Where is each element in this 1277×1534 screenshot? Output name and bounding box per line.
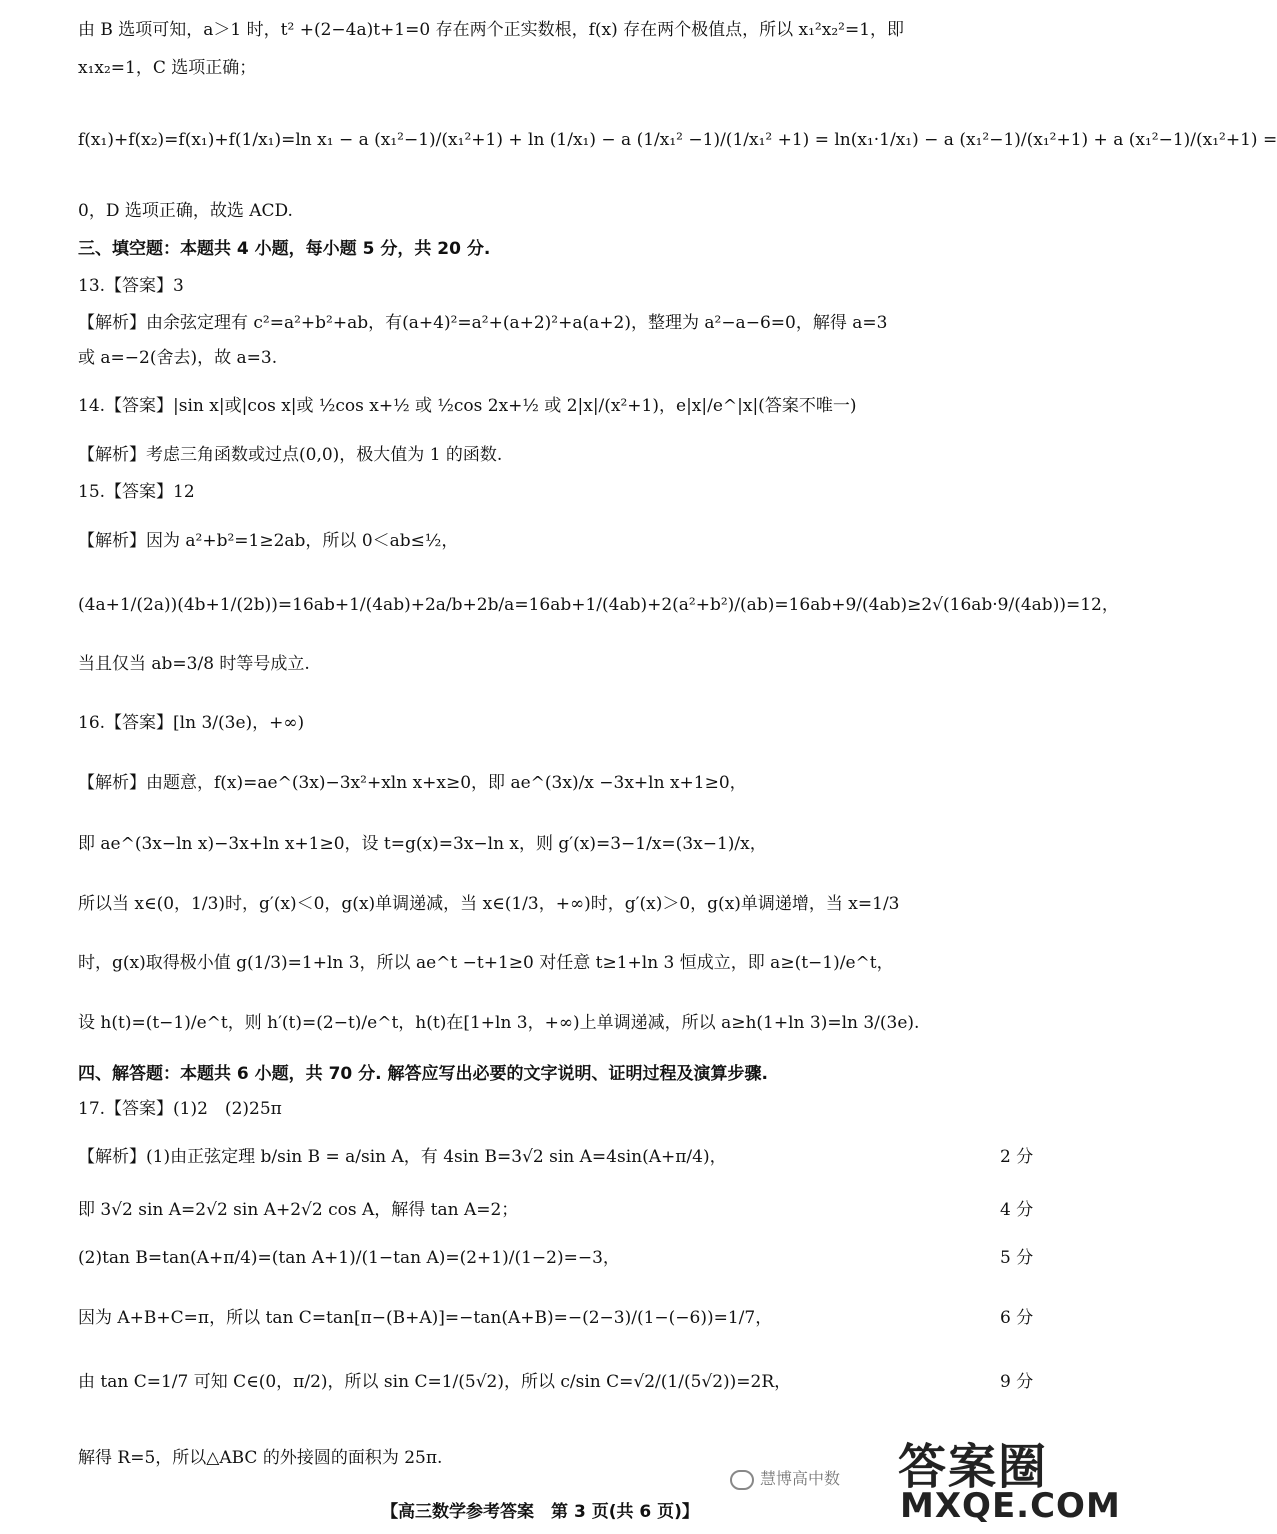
score-label: 6 分: [1000, 1308, 1034, 1328]
formula-line: (4a+1/(2a))(4b+1/(2b))=16ab+1/(4ab)+2a/b+2b/a=16ab+1/(4ab)+2(a²+b²)/(ab)=16ab+9/(4ab)≥2√(16ab·9/(4ab))=12，: [78, 595, 1119, 615]
answer-line: 13.【答案】3: [78, 276, 184, 296]
analysis-line: (2)tan B=tan(A+π/4)=(tan A+1)/(1−tan A)=(2+1)/(1−2)=−3，: [78, 1248, 620, 1268]
analysis-line: 因为 A+B+C=π，所以 tan C=tan[π−(B+A)]=−tan(A+B)=−(2−3)/(1−(−6))=1/7，: [78, 1308, 773, 1328]
analysis-line: 由 tan C=1/7 可知 C∈(0，π/2)，所以 sin C=1/(5√2)，所以 c/sin C=√2/(1/(5√2))=2R，: [78, 1372, 792, 1392]
analysis-line: 解得 R=5，所以△ABC 的外接圆的面积为 25π.: [78, 1448, 443, 1468]
section-heading: 四、解答题：本题共 6 小题，共 70 分. 解答应写出必要的文字说明、证明过程及演算步骤.: [78, 1064, 768, 1084]
logo-url: MXQE.COM: [900, 1486, 1121, 1526]
analysis-line: 即 3√2 sin A=2√2 sin A+2√2 cos A，解得 tan A=2；: [78, 1200, 519, 1220]
text-line: 由 B 选项可知，a＞1 时，t² +(2−4a)t+1=0 存在两个正实数根，f(x) 存在两个极值点，所以 x₁²x₂²=1，即: [78, 20, 905, 40]
answer-line: 15.【答案】12: [78, 482, 195, 502]
site-logo: [898, 1428, 1121, 1530]
analysis-line: 【解析】由余弦定理有 c²=a²+b²+ab，有(a+4)²=a²+(a+2)²+a(a+2)，整理为 a²−a−6=0，解得 a=3: [78, 313, 888, 333]
text-line: 0，D 选项正确，故选 ACD.: [78, 201, 293, 221]
answer-line: 17.【答案】(1)2 (2)25π: [78, 1099, 282, 1119]
watermark-text: 慧博高中数: [760, 1469, 841, 1488]
analysis-line: 【解析】(1)由正弦定理 b/sin B = a/sin A，有 4sin B=3√2 sin A=4sin(A+π/4)，: [78, 1147, 727, 1167]
score-label: 9 分: [1000, 1372, 1034, 1392]
text-line: x₁x₂=1，C 选项正确；: [78, 58, 257, 78]
analysis-line: 设 h(t)=(t−1)/e^t，则 h′(t)=(2−t)/e^t，h(t)在[1+ln 3，+∞)上单调递减，所以 a≥h(1+ln 3)=ln 3/(3e).: [78, 1013, 920, 1033]
answer-line: 16.【答案】[ln 3/(3e)，+∞): [78, 713, 305, 733]
section-heading: 三、填空题：本题共 4 小题，每小题 5 分，共 20 分.: [78, 239, 491, 259]
score-label: 5 分: [1000, 1248, 1034, 1268]
chat-icon: [730, 1470, 754, 1490]
logo-text: 答案圈: [898, 1439, 1049, 1495]
analysis-line: 【解析】由题意，f(x)=ae^(3x)−3x²+xln x+x≥0，即 ae^(3x)/x −3x+ln x+1≥0，: [78, 773, 747, 793]
score-label: 4 分: [1000, 1200, 1034, 1220]
analysis-line: 【解析】考虑三角函数或过点(0,0)，极大值为 1 的函数.: [78, 445, 503, 465]
analysis-line: 当且仅当 ab=3/8 时等号成立.: [78, 654, 310, 674]
formula-line: f(x₁)+f(x₂)=f(x₁)+f(1/x₁)=ln x₁ − a (x₁²−1)/(x₁²+1) + ln (1/x₁) − a (1/x₁² −1)/(1/x₁² +1) = ln(x₁·1/x₁) − a (x₁²−1)/(x₁²+1) + a (x₁²−1)/(x₁²+1) =: [78, 130, 1277, 150]
page-footer: 【高三数学参考答案 第 3 页(共 6 页)】: [381, 1502, 699, 1522]
analysis-line: 所以当 x∈(0，1/3)时，g′(x)＜0，g(x)单调递减，当 x∈(1/3，+∞)时，g′(x)＞0，g(x)单调递增，当 x=1/3: [78, 894, 900, 914]
analysis-line: 即 ae^(3x−ln x)−3x+ln x+1≥0，设 t=g(x)=3x−ln x，则 g′(x)=3−1/x=(3x−1)/x，: [78, 834, 767, 854]
answer-line: 14.【答案】|sin x|或|cos x|或 ½cos x+½ 或 ½cos 2x+½ 或 2|x|/(x²+1)，e|x|/e^|x|(答案不唯一): [78, 396, 857, 416]
analysis-line: 时，g(x)取得极小值 g(1/3)=1+ln 3，所以 ae^t −t+1≥0 对任意 t≥1+ln 3 恒成立，即 a≥(t−1)/e^t，: [78, 953, 894, 973]
analysis-line: 或 a=−2(舍去)，故 a=3.: [78, 348, 278, 368]
score-label: 2 分: [1000, 1147, 1034, 1167]
watermark: [730, 1466, 840, 1490]
analysis-line: 【解析】因为 a²+b²=1≥2ab，所以 0＜ab≤½，: [78, 531, 459, 551]
